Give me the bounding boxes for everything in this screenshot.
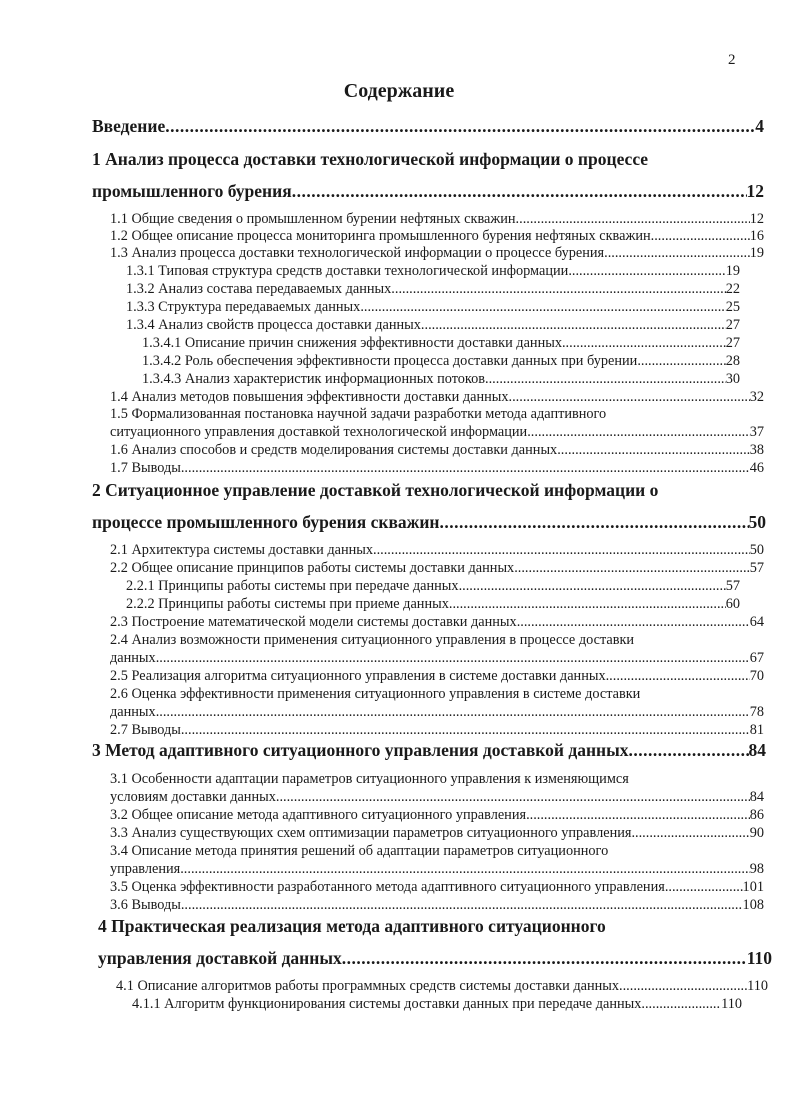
dot-leader <box>637 353 725 370</box>
toc-entry-text: процессе промышленного бурения скважин <box>92 512 440 532</box>
dot-leader <box>440 512 749 533</box>
toc-page-number: 84 <box>749 789 764 805</box>
toc-entry-2-7[interactable] <box>110 722 764 739</box>
toc-chapter-1-line1[interactable]: 1 Анализ процесса доставки технологической информации о процессе <box>92 149 649 169</box>
toc-chapter-4[interactable] <box>98 948 772 969</box>
toc-entry-text: 1.4 Анализ методов повышения эффективности доставки данных <box>110 389 509 405</box>
toc-entry-text: 1.3.4.1 Описание причин снижения эффективности доставки данных <box>142 335 562 351</box>
toc-page-number: 19 <box>725 263 740 279</box>
dot-leader <box>156 650 750 667</box>
toc-entry-1-1[interactable] <box>110 211 764 228</box>
dot-leader <box>604 245 750 262</box>
toc-entry-text: 1.2 Общее описание процесса мониторинга промышленного бурения нефтяных скважин <box>110 228 651 244</box>
toc-entry-3-1[interactable] <box>110 789 764 806</box>
toc-entry-text: 1.6 Анализ способов и средств моделирования системы доставки данных <box>110 442 558 458</box>
toc-entry-1-3-4-1[interactable] <box>142 335 740 352</box>
dot-leader <box>360 299 725 316</box>
toc-page-number: 28 <box>725 353 740 369</box>
dot-leader <box>651 228 750 245</box>
dot-leader <box>527 424 749 441</box>
toc-page-number: 81 <box>749 722 764 738</box>
toc-entry-text: ситуационного управления доставкой технологической информации <box>110 424 528 440</box>
toc-page-number: 25 <box>725 299 740 315</box>
toc-entry-2-3[interactable] <box>110 614 764 631</box>
dot-leader <box>421 317 726 334</box>
toc-page-number: 16 <box>749 228 764 244</box>
toc-entry-text: управления доставкой данных <box>98 948 342 968</box>
toc-entry-text: 2.3 Построение математической модели системы доставки данных <box>110 614 517 630</box>
toc-entry-2-4[interactable] <box>110 650 764 667</box>
dot-leader <box>485 371 726 388</box>
toc-entry-text: 2.2 Общее описание принципов работы системы доставки данных <box>110 560 515 576</box>
toc-entry-1-7[interactable] <box>110 460 764 477</box>
toc-entry-3-2[interactable] <box>110 807 764 824</box>
dot-leader <box>165 116 755 137</box>
dot-leader <box>641 996 721 1013</box>
toc-page-number: 12 <box>749 211 764 227</box>
toc-entry-1-5[interactable] <box>110 424 764 441</box>
toc-entry-2-5[interactable] <box>110 668 764 685</box>
page-title: Содержание <box>343 80 455 102</box>
dot-leader <box>509 389 750 406</box>
toc-page-number: 32 <box>749 389 764 405</box>
toc-page-number: 64 <box>749 614 764 630</box>
dot-leader <box>292 181 747 202</box>
toc-page-number: 90 <box>749 825 764 841</box>
dot-leader <box>156 704 750 721</box>
toc-entry-3-4-line1[interactable]: 3.4 Описание метода принятия решений об адаптации параметров ситуационного <box>110 843 609 859</box>
toc-entry-text: 1.3.2 Анализ состава передаваемых данных <box>126 281 392 297</box>
toc-entry-1-3-4-3[interactable] <box>142 371 740 388</box>
toc-entry-1-4[interactable] <box>110 389 764 406</box>
toc-entry-2-1[interactable] <box>110 542 764 559</box>
toc-page-number: 98 <box>749 861 764 877</box>
toc-entry-text: 3.3 Анализ существующих схем оптимизации параметров ситуационного управления <box>110 825 632 841</box>
toc-page-number: 78 <box>749 704 764 720</box>
toc-entry-1-2[interactable] <box>110 228 764 245</box>
dot-leader <box>276 789 750 806</box>
toc-entry-1-3-3[interactable] <box>126 299 740 316</box>
toc-entry-1-3-4[interactable] <box>126 317 740 334</box>
toc-page-number: 12 <box>746 181 764 201</box>
toc-entry-4-1[interactable] <box>116 978 768 995</box>
toc-page-number: 46 <box>749 460 764 476</box>
toc-page-number: 108 <box>742 897 764 913</box>
toc-entry-text: 2.2.2 Принципы работы системы при приеме данных <box>126 596 449 612</box>
dot-leader <box>557 442 749 459</box>
dot-leader <box>629 740 749 761</box>
toc-chapter-4-line1[interactable]: 4 Практическая реализация метода адаптивного ситуационного <box>98 916 606 936</box>
toc-page-number: 22 <box>725 281 740 297</box>
dot-leader <box>562 335 726 352</box>
toc-entry-text: промышленного бурения <box>92 181 292 201</box>
toc-entry-2-2-2[interactable] <box>126 596 740 613</box>
toc-page-number: 19 <box>749 245 764 261</box>
toc-entry-3-3[interactable] <box>110 825 764 842</box>
dot-leader <box>342 948 747 969</box>
dot-leader <box>181 460 750 477</box>
toc-page-number: 57 <box>749 560 764 576</box>
toc-entry-text: 1.1 Общие сведения о промышленном бурении нефтяных скважин <box>110 211 516 227</box>
toc-entry-1-3-2[interactable] <box>126 281 740 298</box>
toc-entry-2-6[interactable] <box>110 704 764 721</box>
dot-leader <box>526 807 750 824</box>
toc-entry-2-6-line1[interactable]: 2.6 Оценка эффективности применения ситуационного управления в системе доставки <box>110 686 641 702</box>
dot-leader <box>606 668 750 685</box>
toc-page-number: 27 <box>725 317 740 333</box>
dot-leader <box>449 596 726 613</box>
toc-page-number: 4 <box>755 116 764 136</box>
toc-entry-text: 2.7 Выводы <box>110 722 181 738</box>
toc-page-number: 110 <box>746 948 772 968</box>
toc-page-number: 50 <box>748 512 766 532</box>
dot-leader <box>514 560 750 577</box>
toc-page-number: 38 <box>749 442 764 458</box>
toc-chapter-2[interactable] <box>92 512 766 533</box>
dot-leader <box>665 879 743 896</box>
dot-leader <box>180 861 749 878</box>
toc-entry-text: 1.3.4 Анализ свойств процесса доставки данных <box>126 317 421 333</box>
toc-entry-2-2-1[interactable] <box>126 578 740 595</box>
dot-leader <box>181 897 743 914</box>
toc-entry-text: 3.5 Оценка эффективности разработанного метода адаптивного ситуационного управления <box>110 879 665 895</box>
toc-entry-1-3[interactable] <box>110 245 764 262</box>
toc-entry-3-5[interactable] <box>110 879 764 896</box>
page-number: 2 <box>728 52 736 68</box>
toc-page-number: 110 <box>747 978 768 994</box>
toc-entry-1-5-line1[interactable]: 1.5 Формализованная постановка научной задачи разработки метода адаптивного <box>110 406 607 422</box>
toc-page-number: 30 <box>725 371 740 387</box>
toc-entry-text: данных <box>110 704 156 720</box>
toc-entry-text: 3.6 Выводы <box>110 897 181 913</box>
toc-page-number: 84 <box>748 740 766 760</box>
dot-leader <box>619 978 747 995</box>
dot-leader <box>459 578 726 595</box>
toc-page-number: 86 <box>749 807 764 823</box>
toc-entry-text: данных <box>110 650 156 666</box>
toc-page-number: 110 <box>721 996 742 1012</box>
toc-page-number: 60 <box>725 596 740 612</box>
toc-entry-text: 1.7 Выводы <box>110 460 181 476</box>
toc-entry-text: 3 Метод адаптивного ситуационного управления доставкой данных <box>92 740 629 760</box>
toc-page-number: 67 <box>749 650 764 666</box>
toc-entry-3-6[interactable] <box>110 897 764 914</box>
toc-entry-text: 2.2.1 Принципы работы системы при передаче данных <box>126 578 459 594</box>
toc-entry-1-6[interactable] <box>110 442 764 459</box>
toc-entry-text: 1.3 Анализ процесса доставки технологической информации о процессе бурения <box>110 245 605 261</box>
toc-entry-3-4[interactable] <box>110 861 764 878</box>
dot-leader <box>391 281 725 298</box>
toc-page-number: 37 <box>749 424 764 440</box>
toc-entry-intro[interactable] <box>92 116 764 137</box>
dot-leader <box>517 614 750 631</box>
toc-page-number: 57 <box>725 578 740 594</box>
dot-leader <box>373 542 750 559</box>
toc-entry-4-1-1[interactable] <box>132 996 742 1013</box>
toc-chapter-2-line1[interactable]: 2 Ситуационное управление доставкой технологической информации о <box>92 480 659 500</box>
toc-entry-text: 1.3.1 Типовая структура средств доставки технологической информации <box>126 263 569 279</box>
toc-entry-1-3-1[interactable] <box>126 263 740 280</box>
toc-entry-text: 3.2 Общее описание метода адаптивного ситуационного управления <box>110 807 527 823</box>
dot-leader <box>181 722 750 739</box>
toc-entry-text: 4.1 Описание алгоритмов работы программных средств системы доставки данных <box>116 978 620 994</box>
toc-page-number: 101 <box>742 879 764 895</box>
dot-leader <box>516 211 750 228</box>
toc-entry-text: условиям доставки данных <box>110 789 276 805</box>
toc-entry-text: управления <box>110 861 181 877</box>
toc-page-number: 70 <box>749 668 764 684</box>
toc-entry-text: 4.1.1 Алгоритм функционирования системы доставки данных при передаче данных <box>132 996 642 1012</box>
toc-entry-text: 1.3.4.2 Роль обеспечения эффективности процесса доставки данных при бурении <box>142 353 638 369</box>
dot-leader <box>568 263 725 280</box>
toc-entry-text: 2.5 Реализация алгоритма ситуационного управления в системе доставки данных <box>110 668 606 684</box>
toc-entry-3-1-line1[interactable]: 3.1 Особенности адаптации параметров ситуационного управления к изменяющимся <box>110 771 629 787</box>
toc-entry-text: 1.3.3 Структура передаваемых данных <box>126 299 361 315</box>
toc-chapter-3[interactable] <box>92 740 766 761</box>
toc-entry-text: 1.3.4.3 Анализ характеристик информационных потоков <box>142 371 486 387</box>
dot-leader <box>631 825 749 842</box>
toc-chapter-1[interactable] <box>92 181 764 202</box>
toc-page-number: 50 <box>749 542 764 558</box>
toc-entry-1-3-4-2[interactable] <box>142 353 740 370</box>
toc-entry-2-2[interactable] <box>110 560 764 577</box>
toc-entry-text: Введение <box>92 116 166 136</box>
toc-entry-text: 2.1 Архитектура системы доставки данных <box>110 542 373 558</box>
toc-entry-2-4-line1[interactable]: 2.4 Анализ возможности применения ситуационного управления в процессе доставки <box>110 632 635 648</box>
toc-page-number: 27 <box>725 335 740 351</box>
